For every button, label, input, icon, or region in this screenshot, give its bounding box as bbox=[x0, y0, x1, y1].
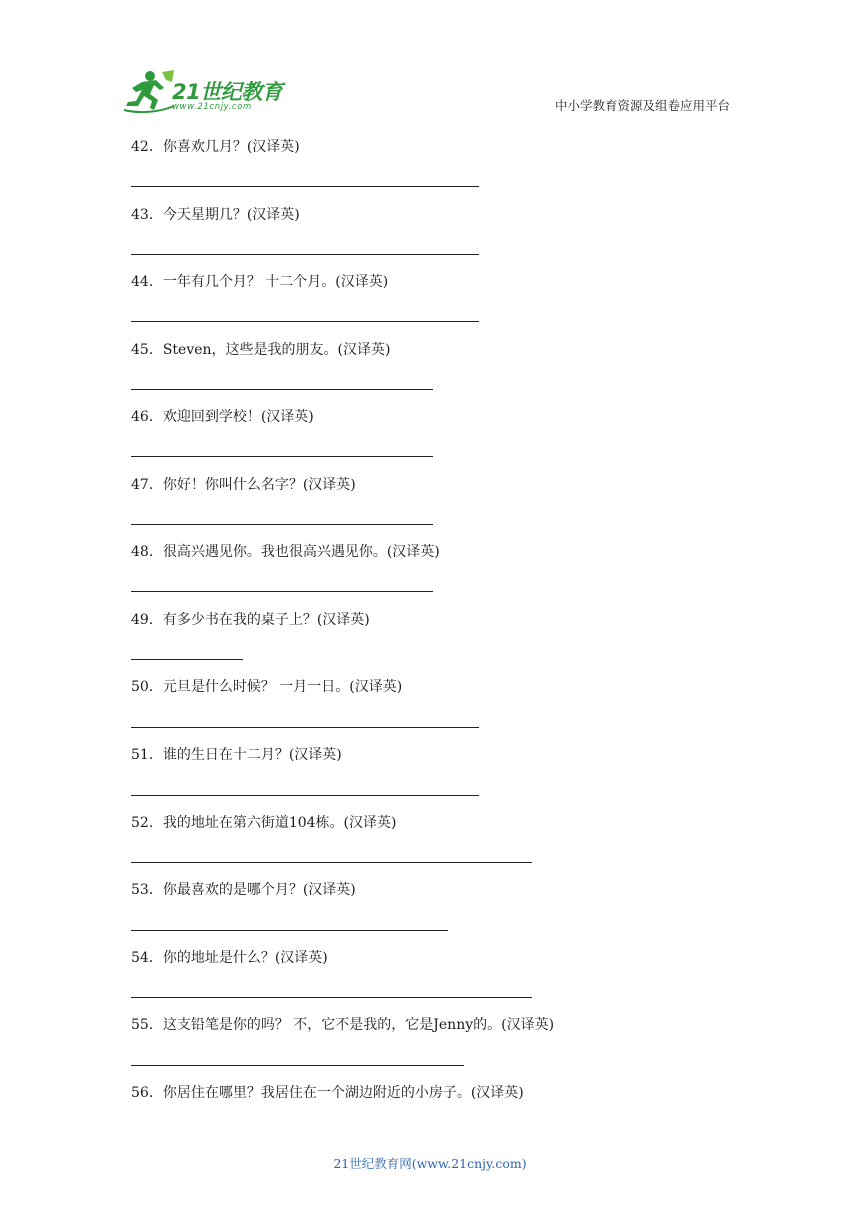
answer-line[interactable] bbox=[131, 997, 532, 998]
runner-logo-icon bbox=[120, 68, 176, 114]
question-text: 44．一年有几个月？ 十二个月。(汉译英) bbox=[131, 274, 389, 290]
answer-line[interactable] bbox=[131, 862, 532, 863]
question-text: 49．有多少书在我的桌子上？(汉译英) bbox=[131, 612, 370, 628]
question-text: 47．你好！你叫什么名字？(汉译英) bbox=[131, 477, 356, 493]
question-text: 45．Steven，这些是我的朋友。(汉译英) bbox=[131, 342, 391, 358]
site-logo[interactable] bbox=[120, 68, 295, 116]
answer-line[interactable] bbox=[131, 389, 433, 390]
answer-line[interactable] bbox=[131, 524, 433, 525]
page-footer[interactable]: 21世纪教育网(www.21cnjy.com) bbox=[333, 1156, 527, 1171]
answer-line[interactable] bbox=[131, 591, 433, 592]
answer-line[interactable] bbox=[131, 795, 479, 796]
answer-line[interactable] bbox=[131, 659, 243, 660]
answer-line[interactable] bbox=[131, 1065, 464, 1066]
answer-line[interactable] bbox=[131, 321, 479, 322]
page-header bbox=[0, 0, 860, 130]
platform-name: 中小学教育资源及组卷应用平台 bbox=[554, 98, 730, 113]
answer-line[interactable] bbox=[131, 727, 479, 728]
question-text: 50．元旦是什么时候？ 一月一日。(汉译英) bbox=[131, 679, 403, 695]
question-text: 54．你的地址是什么？(汉译英) bbox=[131, 950, 328, 966]
question-text: 42．你喜欢几月？(汉译英) bbox=[131, 139, 300, 155]
question-text: 55．这支铅笔是你的吗？ 不，它不是我的，它是Jenny的。(汉译英) bbox=[131, 1017, 555, 1033]
question-text: 52．我的地址在第六街道104栋。(汉译英) bbox=[131, 815, 397, 831]
question-text: 46．欢迎回到学校！(汉译英) bbox=[131, 409, 314, 425]
question-text: 56．你居住在哪里？我居住在一个湖边附近的小房子。(汉译英) bbox=[131, 1085, 524, 1101]
question-text: 53．你最喜欢的是哪个月？(汉译英) bbox=[131, 882, 356, 898]
answer-line[interactable] bbox=[131, 254, 479, 255]
logo-text: 21世纪教育 bbox=[172, 80, 283, 104]
question-text: 48．很高兴遇见你。我也很高兴遇见你。(汉译英) bbox=[131, 544, 440, 560]
answer-line[interactable] bbox=[131, 930, 448, 931]
logo-url: www.21cnjy.com bbox=[172, 102, 252, 112]
answer-line[interactable] bbox=[131, 456, 433, 457]
question-text: 43．今天星期几？(汉译英) bbox=[131, 207, 300, 223]
answer-line[interactable] bbox=[131, 186, 479, 187]
question-text: 51．谁的生日在十二月？(汉译英) bbox=[131, 747, 342, 763]
